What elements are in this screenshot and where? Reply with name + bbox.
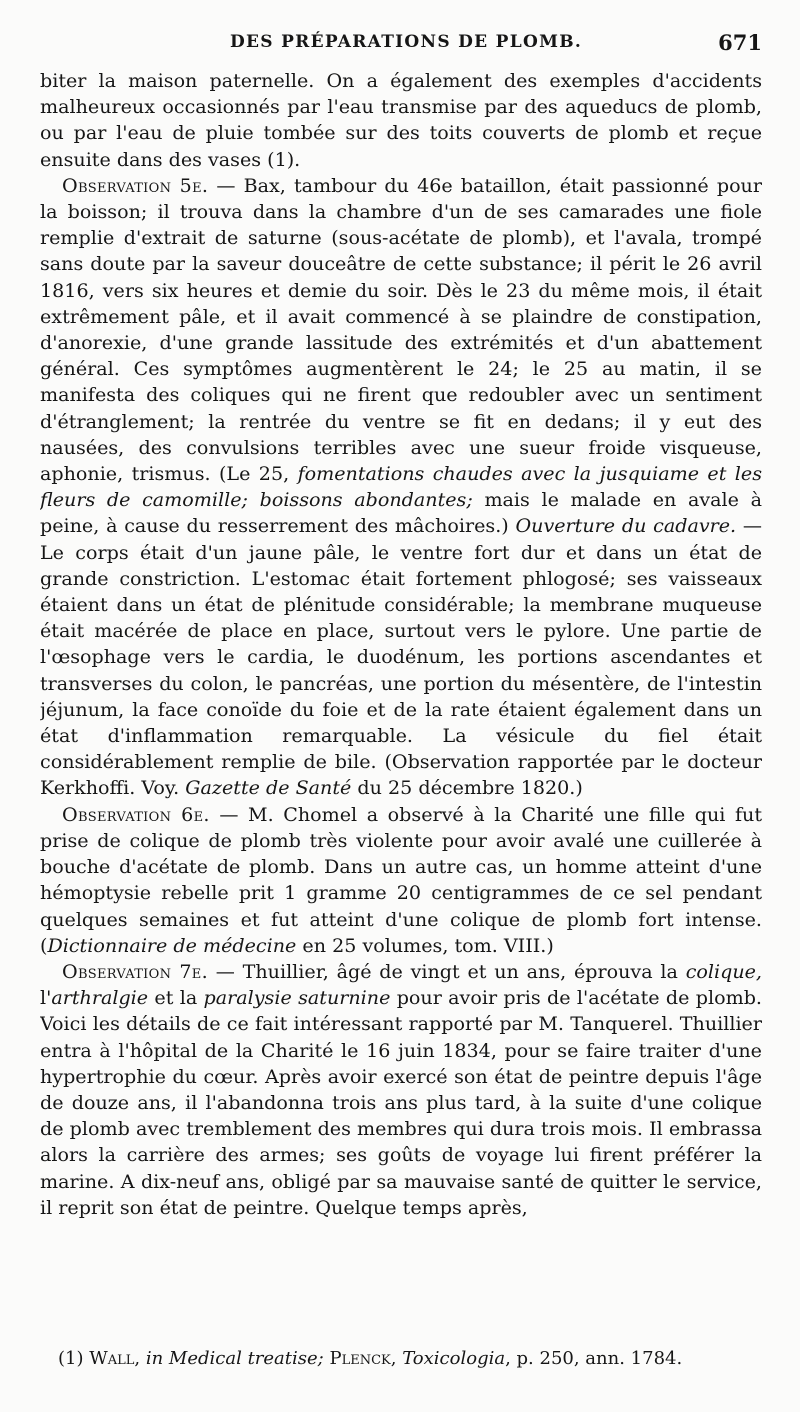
paragraph-text: biter la maison paternelle. On a également des exemples d'accidents malheureux occasionnés par l'eau transmise par des aqueducs de plomb, ou par l'eau de pluie tombée sur des toits couverts de plomb et reçue ensuite dans des vases (1).	[40, 69, 762, 171]
page-number: 671	[718, 30, 762, 55]
observation-6	[40, 802, 762, 959]
observation-text: — Thuillier, âgé de vingt et un ans, éprouva la	[207, 959, 686, 983]
observation-5	[40, 173, 762, 802]
paragraph-continuation	[40, 68, 762, 173]
footnote-author: Plenck	[329, 1348, 391, 1369]
footnote-work-title: Toxicologia	[402, 1348, 506, 1369]
italic-autopsy-heading: Ouverture du cadavre.	[515, 514, 737, 538]
observation-text: — Le corps était d'un jaune pâle, le ventre fort dur et dans un état de grande constriction. L'estomac était fortement phlogosé; ses vaisseaux étaient dans un état de plénitude considérable; la membrane muqueuse était macérée de place en place, surtout vers le pylore. Une partie de l'œsophage vers le cardia, le duodénum, les portions ascendantes et transverses du colon, le pancréas, une portion du mésentère, de l'intestin jéjunum, la face conoïde du foie et de la rate étaient également dans un état d'inflammation remarquable. La vésicule du fiel était considérablement remplie de bile. (Observation rapportée par le docteur Kerkhoffi. Voy.	[40, 514, 762, 800]
italic-dictionary-title: Dictionnaire de médecine	[47, 933, 297, 957]
footnote-separator: ,	[390, 1348, 403, 1369]
italic-term: paralysie saturnine	[203, 986, 391, 1010]
footnote-work-title: in Medical treatise;	[145, 1348, 324, 1369]
observation-7	[40, 959, 762, 1221]
italic-journal-title: Gazette de Santé	[185, 776, 352, 800]
italic-term: arthralgie	[51, 986, 149, 1010]
observation-label: Observation 5e.	[62, 173, 209, 197]
italic-treatment: fomentations chaudes avec la jusquiame et les fleurs de camomille; boissons abondantes;	[40, 462, 762, 512]
observation-text: l'	[40, 986, 52, 1010]
footnote-text: , p. 250, ann. 1784.	[505, 1348, 683, 1369]
observation-text: et la	[148, 986, 204, 1010]
footnote-separator: ,	[134, 1348, 146, 1369]
observation-text: mais le malade en avale à peine, à cause du resserrement des mâchoires.)	[40, 488, 762, 538]
observation-text: — Bax, tambour du 46e bataillon, était passionné pour la boisson; il trouva dans la chambre d'un de ses camarades une fiole remplie d'extrait de saturne (sous-acétate de plomb), et l'avala, trompé sans doute par la saveur douceâtre de cette substance; il périt le 26 avril 1816, vers six heures et demie du soir. Dès le 23 du même mois, il était extrêmement pâle, et il avait commencé à se plaindre de constipation, d'anorexie, d'une grande lassitude des extrémités et d'un abattement général. Ces symptômes augmentèrent le 24; le 25 au matin, il se manifesta des coliques qui ne firent que redoubler avec un sentiment d'étranglement; la rentrée du ventre se fit en dedans; il y eut des nausées, des convulsions terribles avec une sueur froide visqueuse, aphonie, trismus. (Le 25,	[40, 173, 762, 486]
footnote-author: Wall	[89, 1348, 135, 1369]
observation-text: en 25 volumes, tom. VIII.)	[296, 933, 554, 957]
observation-text: pour avoir pris de l'acétate de plomb. Voici les détails de ce fait intéressant rapporté par M. Tanquerel. Thuillier entra à l'hôpital de la Charité le 16 juin 1834, pour se faire traiter d'une hypertrophie du cœur. Après avoir exercé son état de peintre depuis l'âge de douze ans, il l'abandonna trois ans plus tard, à la suite d'une colique de plomb avec tremblement des membres qui dura trois mois. Il embrassa alors la carrière des armes; ses goûts de voyage lui firent préférer la marine. A dix-neuf ans, obligé par sa mauvaise santé de quitter le service, il reprit son état de peintre. Quelque temps après,	[40, 986, 762, 1219]
observation-label: Observation 7e.	[62, 959, 208, 983]
footnote-mark: (1)	[58, 1348, 84, 1369]
footnote	[58, 1346, 758, 1372]
observation-text: — M. Chomel a observé à la Charité une fille qui fut prise de colique de plomb très violente pour avoir avalé une cuillerée à bouche d'acétate de plomb. Dans un autre cas, un homme atteint d'une hémoptysie rebelle prit 1 gramme 20 centigrammes de ce sel pendant quelques semaines et fut atteint d'une colique de plomb fort intense. (	[40, 802, 762, 957]
running-title: DES PRÉPARATIONS DE PLOMB.	[230, 32, 583, 52]
italic-term: colique,	[685, 959, 762, 983]
running-header	[40, 30, 762, 64]
observation-text: du 25 décembre 1820.)	[351, 776, 583, 800]
observation-label: Observation 6e.	[62, 802, 210, 826]
page-body	[40, 68, 762, 1336]
